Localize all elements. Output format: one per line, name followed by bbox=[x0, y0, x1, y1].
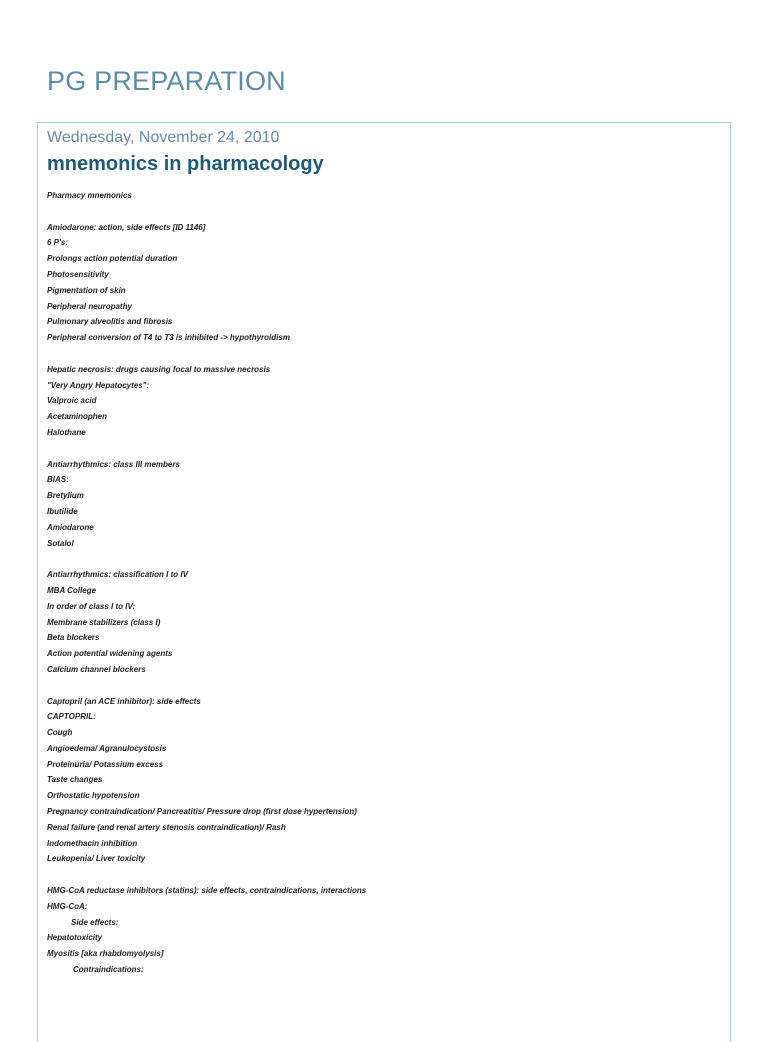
post-date: Wednesday, November 24, 2010 bbox=[47, 129, 280, 146]
mnemonic-key: BIAS: bbox=[47, 475, 69, 485]
mnemonic-line: Myositis [aka rhabdomyolysis] bbox=[47, 949, 164, 959]
mnemonic-line: Renal failure (and renal artery stenosis contraindication)/ Rash bbox=[47, 822, 286, 832]
mnemonic-line: Sotalol bbox=[47, 538, 74, 548]
section-heading: Amiodarone: action, side effects [ID 1146] bbox=[47, 222, 206, 232]
mnemonic-line: Peripheral conversion of T4 to T3 is inhibited -> hypothyroidism bbox=[47, 333, 290, 343]
mnemonic-key: CAPTOPRIL: bbox=[47, 712, 96, 722]
mnemonic-key: 6 P's: bbox=[47, 238, 69, 248]
post-intro: Pharmacy mnemonics bbox=[47, 191, 132, 200]
mnemonic-line: Indomethacin inhibition bbox=[47, 838, 138, 848]
mnemonic-line: Membrane stabilizers (class I) bbox=[47, 617, 161, 627]
mnemonic-line: Pulmonary alveolitis and fibrosis bbox=[47, 317, 173, 327]
mnemonic-line: Pregnancy contraindication/ Pancreatitis/ Pressure drop (first dose hypertension) bbox=[47, 807, 357, 817]
mnemonic-line: Ibutilide bbox=[47, 506, 78, 516]
mnemonic-line: Angioedema/ Agranulocystosis bbox=[47, 743, 167, 753]
blog-title[interactable]: PG PREPARATION bbox=[47, 66, 286, 96]
mnemonic-line: Amiodarone bbox=[47, 522, 94, 532]
section-heading: Captopril (an ACE inhibitor): side effects bbox=[47, 696, 201, 706]
section-heading: Antiarrhythmics: classification I to IV bbox=[47, 570, 188, 580]
mnemonic-line: Peripheral neuropathy bbox=[47, 301, 132, 311]
post-title[interactable]: mnemonics in pharmacology bbox=[47, 153, 324, 175]
section-heading: Hepatic necrosis: drugs causing focal to massive necrosis bbox=[47, 364, 271, 374]
mnemonic-line: Leukopenia/ Liver toxicity bbox=[47, 854, 146, 864]
mnemonic-line: Photosensitivity bbox=[47, 269, 109, 279]
mnemonic-line: Action potential widening agents bbox=[47, 649, 173, 659]
mnemonic-line: Hepatotoxicity bbox=[47, 933, 103, 943]
mnemonic-line: Prolongs action potential duration bbox=[47, 254, 178, 264]
mnemonic-line: Valproic acid bbox=[47, 396, 97, 406]
mnemonic-line: Cough bbox=[47, 728, 73, 738]
mnemonic-line: Orthostatic hypotension bbox=[47, 791, 140, 801]
mnemonic-line: Calcium channel blockers bbox=[47, 664, 146, 674]
mnemonic-line: Pigmentation of skin bbox=[47, 285, 126, 295]
mnemonic-line: Proteinuria/ Potassium excess bbox=[47, 759, 164, 769]
mnemonic-key: HMG-CoA: bbox=[47, 901, 88, 911]
post-body bbox=[47, 188, 707, 978]
mnemonic-line: Acetaminophen bbox=[47, 412, 108, 422]
mnemonic-line: Beta blockers bbox=[47, 633, 100, 643]
mnemonic-line: Bretylium bbox=[47, 491, 84, 501]
mnemonic-key: MBA College bbox=[47, 585, 97, 595]
mnemonic-key: "Very Angry Hepatocytes": bbox=[47, 380, 150, 390]
section-heading: HMG-CoA reductase inhibitors (statins): side effects, contraindications, interactions bbox=[47, 886, 367, 896]
subheading: Contraindications: bbox=[73, 965, 144, 975]
subheading: Side effects: bbox=[71, 917, 119, 927]
section-heading: Antiarrhythmics: class III members bbox=[47, 459, 180, 469]
mnemonic-line: Taste changes bbox=[47, 775, 103, 785]
mnemonic-line: In order of class I to IV: bbox=[47, 601, 136, 611]
mnemonic-line: Halothane bbox=[47, 427, 86, 437]
